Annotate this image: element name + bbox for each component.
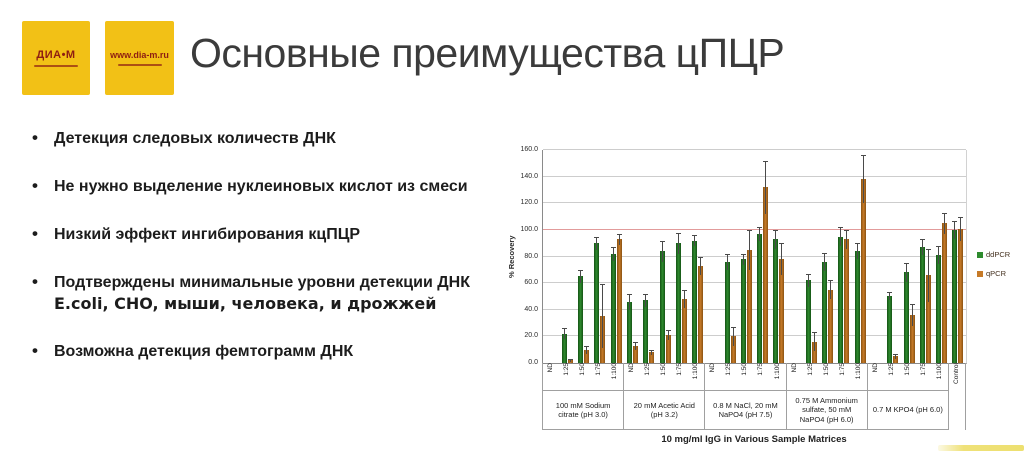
dilution-label: 1:50: [579, 363, 587, 376]
dilution-label-slot: [737, 363, 753, 390]
legend-label: ddPCR: [986, 250, 1011, 259]
bar-qPCR: [600, 316, 605, 363]
bar-qPCR: [812, 342, 817, 363]
error-bar: [765, 161, 766, 214]
y-tick-label: 60.0: [524, 279, 538, 287]
dilution-label-slot: [607, 363, 623, 390]
dilution-label-slot: [624, 363, 640, 390]
diam-logo-text: ДИА•М: [36, 49, 76, 61]
error-bar-cap: [633, 342, 638, 343]
dilution-label: 1:100: [773, 363, 781, 380]
dilution-slot: [592, 150, 608, 363]
dilution-slot: [933, 150, 949, 363]
error-bar-cap: [952, 221, 957, 222]
dilution-label: 1:50: [903, 363, 911, 376]
dilution-slot: [820, 150, 836, 363]
dilution-label: ND: [871, 363, 879, 373]
bullet-text: Подтверждены минимальные уровни детекции ДНК: [54, 274, 470, 291]
error-bar-cap: [861, 155, 866, 156]
group-cell: [542, 363, 623, 430]
bar-group: [624, 150, 705, 363]
bar-qPCR: [893, 356, 898, 363]
error-bar-cap: [887, 292, 892, 293]
error-bar: [733, 327, 734, 346]
error-bar-cap: [942, 213, 947, 214]
dilution-slot: [901, 150, 917, 363]
bar-qPCR: [747, 250, 752, 363]
bar-qPCR: [942, 223, 947, 363]
bar-qPCR: [958, 229, 963, 363]
error-bar: [645, 294, 646, 307]
dilution-slot: [624, 150, 640, 363]
error-bar-cap: [920, 239, 925, 240]
bar-ddPCR: [757, 234, 762, 363]
diam-url-text: www.dia-m.ru: [110, 50, 169, 60]
legend-swatch-qPCR: [977, 271, 983, 277]
dilution-label: 1:25: [563, 363, 571, 376]
dilution-slot: [836, 150, 852, 363]
legend-label: qPCR: [986, 269, 1007, 278]
dilution-label: ND: [547, 363, 555, 373]
dilution-slot: [706, 150, 722, 363]
bullet-item: [30, 176, 515, 197]
bullet-text: Не нужно выделение нуклеиновых кислот из смеси: [54, 178, 468, 195]
error-bar-cap: [806, 274, 811, 275]
error-bar-cap: [893, 354, 898, 355]
error-bar: [602, 284, 603, 348]
error-bar-cap: [578, 270, 583, 271]
group-cell: [786, 363, 867, 430]
error-bar-cap: [958, 217, 963, 218]
bar-group: [787, 150, 868, 363]
error-bar: [906, 263, 907, 282]
error-bar: [684, 290, 685, 309]
error-bar: [586, 346, 587, 354]
dilution-label: 1:25: [644, 363, 652, 376]
error-bar: [749, 230, 750, 270]
dilution-label: 1:25: [887, 363, 895, 376]
bar-ddPCR: [611, 254, 616, 363]
error-bar-cap: [926, 249, 931, 250]
error-bar: [814, 332, 815, 351]
dilution-label: 1:75: [838, 363, 846, 376]
bullet-text: Детекция следовых количеств ДНК: [54, 130, 336, 147]
error-bar-cap: [910, 304, 915, 305]
matrix-group-label: 0.8 M NaCl, 20 mM NaPO4 (pH 7.5): [705, 390, 785, 430]
matrix-group-label: 100 mM Sodium citrate (pH 3.0): [543, 390, 623, 430]
dilution-slot: [608, 150, 624, 363]
bar-group: [868, 150, 949, 363]
error-bar: [863, 155, 864, 203]
bar-ddPCR: [578, 276, 583, 363]
y-axis-label: % Recovery: [507, 235, 516, 279]
error-bar-cap: [594, 237, 599, 238]
bar-ddPCR: [855, 251, 860, 363]
dilution-label: 1:25: [725, 363, 733, 376]
dilution-label: Control: [952, 363, 960, 384]
error-bar: [678, 233, 679, 254]
y-tick-label: 0.0: [528, 359, 538, 366]
dilution-label-slot: [803, 363, 819, 390]
error-bar: [727, 254, 728, 270]
bar-qPCR: [682, 299, 687, 363]
dilution-label-slot: [932, 363, 948, 390]
dilution-label-row: [624, 363, 704, 390]
dilution-label: 1:75: [595, 363, 603, 376]
error-bar: [928, 249, 929, 302]
error-bar: [596, 237, 597, 250]
dilution-slot: [722, 150, 738, 363]
bar-group: [950, 150, 966, 363]
dilution-slot: [885, 150, 901, 363]
bar-qPCR: [649, 352, 654, 363]
dilution-label: 1:100: [611, 363, 619, 380]
y-tick-label: 160.0: [520, 146, 538, 153]
dilution-slot: [787, 150, 803, 363]
dilution-slot: [689, 150, 705, 363]
error-bar: [619, 234, 620, 245]
y-tick-label: 40.0: [524, 305, 538, 313]
dilution-label-slot: [900, 363, 916, 390]
dilution-slot: [543, 150, 559, 363]
dilution-label: 1:75: [676, 363, 684, 376]
dilution-slot: [673, 150, 689, 363]
error-bar-cap: [643, 294, 648, 295]
dilution-label: 1:50: [822, 363, 830, 376]
error-bar: [613, 247, 614, 260]
bullet-item: [30, 224, 515, 245]
dilution-label-slot: [819, 363, 835, 390]
y-tick-label: 140.0: [520, 172, 538, 180]
bar-ddPCR: [562, 334, 567, 363]
matrix-group-label: 0.7 M KPO4 (pH 6.0): [868, 390, 948, 430]
error-bar-cap: [844, 230, 849, 231]
error-bar: [912, 304, 913, 325]
error-bar-cap: [779, 243, 784, 244]
bar-qPCR: [828, 290, 833, 363]
error-bar: [775, 230, 776, 249]
bar-ddPCR: [725, 262, 730, 363]
error-bar-cap: [747, 230, 752, 231]
y-tick-label: 20.0: [524, 332, 538, 340]
error-bar-cap: [936, 246, 941, 247]
dilution-label-slot: [591, 363, 607, 390]
error-bar: [635, 342, 636, 350]
matrix-group-label: 20 mM Acetic Acid (pH 3.2): [624, 390, 704, 430]
bar-qPCR: [633, 346, 638, 363]
dilution-label-slot: [575, 363, 591, 390]
legend-item-qPCR: [977, 269, 1010, 278]
error-bar: [922, 239, 923, 255]
dilution-label-row: [705, 363, 785, 390]
dilution-slot: [738, 150, 754, 363]
dilution-label: 1:75: [757, 363, 765, 376]
bar-qPCR: [844, 239, 849, 363]
bar-qPCR: [617, 239, 622, 363]
recovery-bar-chart: [505, 140, 1024, 448]
error-bar: [857, 243, 858, 259]
error-bar-cap: [627, 294, 632, 295]
error-bar-cap: [741, 254, 746, 255]
y-tick-label: 120.0: [520, 199, 538, 207]
bar-ddPCR: [660, 251, 665, 363]
dilution-label-slot: [543, 363, 559, 390]
error-bar-cap: [698, 257, 703, 258]
dilution-label-slot: [672, 363, 688, 390]
dilution-label-slot: [640, 363, 656, 390]
dilution-label-slot: [916, 363, 932, 390]
bar-qPCR: [584, 350, 589, 363]
error-bar-cap: [600, 284, 605, 285]
dilution-label-row: [787, 363, 867, 390]
bar-qPCR: [731, 336, 736, 363]
error-bar-cap: [649, 350, 654, 351]
error-bar: [938, 246, 939, 265]
dilution-slot: [576, 150, 592, 363]
dilution-label-slot: [949, 363, 965, 430]
bar-ddPCR: [936, 255, 941, 363]
bullet-item: [30, 272, 515, 314]
dilution-label-slot: [705, 363, 721, 390]
error-bar-cap: [812, 332, 817, 333]
error-bar: [668, 330, 669, 341]
legend-swatch-ddPCR: [977, 252, 983, 258]
group-cell: [948, 363, 966, 430]
dilution-label-slot: [753, 363, 769, 390]
bar-qPCR: [698, 266, 703, 363]
dilution-label-slot: [688, 363, 704, 390]
error-bar-cap: [666, 330, 671, 331]
bullet-list: [30, 128, 515, 389]
dilution-label-slot: [770, 363, 786, 390]
bar-qPCR: [568, 360, 573, 363]
error-bar: [580, 270, 581, 283]
dilution-label: 1:50: [660, 363, 668, 376]
error-bar: [700, 257, 701, 276]
error-bar: [846, 230, 847, 249]
bullet-text: Низкий эффект ингибирования кцПЦР: [54, 226, 361, 243]
bullet-item: [30, 128, 515, 149]
error-bar: [824, 253, 825, 272]
group-cell: [704, 363, 785, 430]
dilution-label-slot: [884, 363, 900, 390]
bar-qPCR: [910, 315, 915, 363]
dilution-slot: [917, 150, 933, 363]
bar-qPCR: [763, 187, 768, 363]
plot-area: [542, 150, 967, 364]
error-bar-cap: [617, 234, 622, 235]
error-bar-cap: [660, 241, 665, 242]
error-bar-cap: [692, 235, 697, 236]
bar-qPCR: [666, 335, 671, 363]
bar-ddPCR: [627, 302, 632, 363]
error-bar-cap: [773, 230, 778, 231]
bar-ddPCR: [594, 243, 599, 363]
group-cell: [623, 363, 704, 430]
bar-group: [543, 150, 624, 363]
bar-ddPCR: [643, 300, 648, 363]
bar-ddPCR: [904, 272, 909, 363]
bar-ddPCR: [692, 241, 697, 363]
y-tick-label: 100.0: [520, 225, 538, 233]
dilution-label-row: [949, 363, 965, 430]
dilution-label-slot: [835, 363, 851, 390]
bar-ddPCR: [676, 243, 681, 363]
error-bar: [808, 274, 809, 287]
error-bar: [781, 243, 782, 275]
dilution-slot: [868, 150, 884, 363]
error-bar-cap: [855, 243, 860, 244]
error-bar: [944, 213, 945, 234]
bullet-text: Возможна детекция фемтограмм ДНК: [54, 343, 354, 360]
dilution-label: ND: [628, 363, 636, 373]
dilution-slot: [641, 150, 657, 363]
dilution-label: 1:75: [919, 363, 927, 376]
dilution-slot: [559, 150, 575, 363]
dilution-label: 1:100: [692, 363, 700, 380]
bar-ddPCR: [741, 259, 746, 363]
error-bar-cap: [828, 280, 833, 281]
bar-ddPCR: [887, 296, 892, 363]
dilution-slot: [950, 150, 966, 363]
y-tick-label: 80.0: [524, 252, 538, 260]
dilution-label: 1:50: [741, 363, 749, 376]
error-bar: [960, 217, 961, 241]
error-bar-cap: [822, 253, 827, 254]
diam-url-subline: [118, 64, 162, 66]
error-bar: [694, 235, 695, 246]
bullet-text-bold: E.coli, CHO, мыши, человека, и дрожжей: [54, 294, 437, 313]
bar-ddPCR: [773, 239, 778, 363]
dilution-slot: [754, 150, 770, 363]
error-bar-cap: [682, 290, 687, 291]
bar-ddPCR: [822, 262, 827, 363]
error-bar-cap: [731, 327, 736, 328]
bar-group: [706, 150, 787, 363]
error-bar: [889, 292, 890, 300]
dilution-label: ND: [790, 363, 798, 373]
error-bar-cap: [568, 359, 573, 360]
dilution-label-row: [868, 363, 948, 390]
error-bar-cap: [763, 161, 768, 162]
footer-accent-strip: [938, 445, 1024, 451]
legend-item-ddPCR: [977, 250, 1010, 259]
group-cell: [867, 363, 948, 430]
error-bar-cap: [562, 328, 567, 329]
diam-logo: [22, 21, 90, 95]
bar-qPCR: [926, 275, 931, 363]
error-bar-cap: [725, 254, 730, 255]
dilution-label-slot: [787, 363, 803, 390]
bullet-item: [30, 341, 515, 362]
error-bar-cap: [838, 227, 843, 228]
dilution-label-slot: [721, 363, 737, 390]
error-bar: [629, 294, 630, 310]
x-axis-title: 10 mg/ml IgG in Various Sample Matrices: [661, 434, 847, 445]
chart-legend: [977, 250, 1010, 278]
page-title: Основные преимущества цПЦР: [190, 30, 785, 76]
bar-qPCR: [861, 179, 866, 363]
dilution-label-row: [543, 363, 623, 390]
diam-url-logo: [105, 21, 174, 95]
bar-ddPCR: [806, 280, 811, 363]
dilution-label-slot: [656, 363, 672, 390]
error-bar: [830, 280, 831, 299]
error-bar: [662, 241, 663, 262]
dilution-label-slot: [559, 363, 575, 390]
bar-ddPCR: [920, 247, 925, 363]
error-bar: [564, 328, 565, 339]
x-axis-groups: [542, 363, 966, 430]
error-bar: [954, 221, 955, 240]
error-bar-cap: [904, 263, 909, 264]
dilution-slot: [657, 150, 673, 363]
error-bar-cap: [757, 227, 762, 228]
dilution-label: 1:100: [854, 363, 862, 380]
y-axis-ticks: [505, 140, 538, 380]
dilution-label-slot: [868, 363, 884, 390]
bar-ddPCR: [838, 237, 843, 363]
error-bar-cap: [584, 346, 589, 347]
error-bar: [840, 227, 841, 246]
error-bar-cap: [676, 233, 681, 234]
dilution-slot: [771, 150, 787, 363]
bar-qPCR: [779, 259, 784, 363]
dilution-label: 1:25: [806, 363, 814, 376]
diam-logo-subline: [34, 65, 78, 67]
error-bar: [759, 227, 760, 240]
dilution-label: ND: [709, 363, 717, 373]
error-bar-cap: [611, 247, 616, 248]
dilution-label: 1:100: [935, 363, 943, 380]
dilution-slot: [852, 150, 868, 363]
error-bar: [743, 254, 744, 265]
dilution-slot: [803, 150, 819, 363]
dilution-label-slot: [851, 363, 867, 390]
matrix-group-label: 0.75 M Ammonium sulfate, 50 mM NaPO4 (pH 6.0): [787, 390, 867, 430]
bar-ddPCR: [952, 230, 957, 363]
